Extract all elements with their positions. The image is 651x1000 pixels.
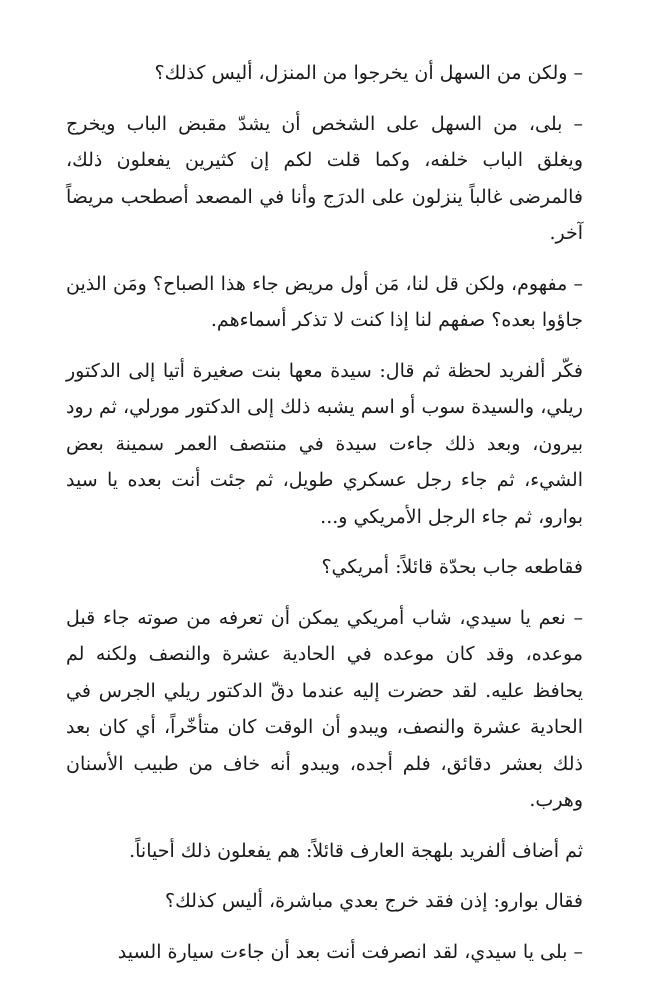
paragraph-8: فقال بوارو: إذن فقد خرج بعدي مباشرة، أليس كذلك؟ [164,890,583,912]
paragraph-5: فقاطعه جاب بحدّة قائلاً: أمريكي؟ [321,556,583,578]
paragraph-3: – مفهوم، ولكن قل لنا، مَن أول مريض جاء هذا الصباح؟ ومَن الذين جاؤوا بعده؟ صفهم لنا إذا كنت لا تذكر أسماءهم. [66,272,583,331]
paragraph-9: – بلى يا سيدي، لقد انصرفت أنت بعد أن جاءت سيارة السيد [117,940,583,963]
paragraph-4: فكّر ألفريد لحظة ثم قال: سيدة معها بنت صغيرة أتيا إلى الدكتور ريلي، والسيدة سوب أو اسم يشبه ذلك إلى الدكتور مورلي، ثم رود بيرون، وبعد ذلك جاءت سيدة في منتصف العمر سمينة بعض الشيء، ثم جاء رجل عسكري طويل، ثم جئت أنت بعده يا سيد بوارو، ثم جاء الرجل الأمريكي و... [66,359,583,528]
paragraph-6: – نعم يا سيدي، شاب أمريكي يمكن أن تعرفه من صوته جاء قبل موعده، وقد كان موعده في الحادية عشرة والنصف ولكنه لم يحافظ عليه. لقد حضرت إليه عندما دقّ الدكتور ريلي الجرس في الحادية عشرة والنصف، ويبدو أن الوقت كان متأخّراً، أي كان بعد ذلك بعشر دقائق، فلم أجده، ويبدو أنه خاف من طبيب الأسنان وهرب. [66,606,583,811]
paragraph-1: – ولكن من السهل أن يخرجوا من المنزل، أليس كذلك؟ [154,62,583,84]
paragraph-7: ثم أضاف ألفريد بلهجة العارف قائلاً: هم يفعلون ذلك أحياناً. [129,839,583,862]
paragraph-2: – بلى، من السهل على الشخص أن يشدّ مقبض الباب ويخرج ويغلق الباب خلفه، وكما قلت لكم إن كثيرين يفعلون ذلك، فالمرضى غالباً ينزلون على الدرَج وأنا في المصعد أصطحب مريضاً آخر. [66,112,583,244]
